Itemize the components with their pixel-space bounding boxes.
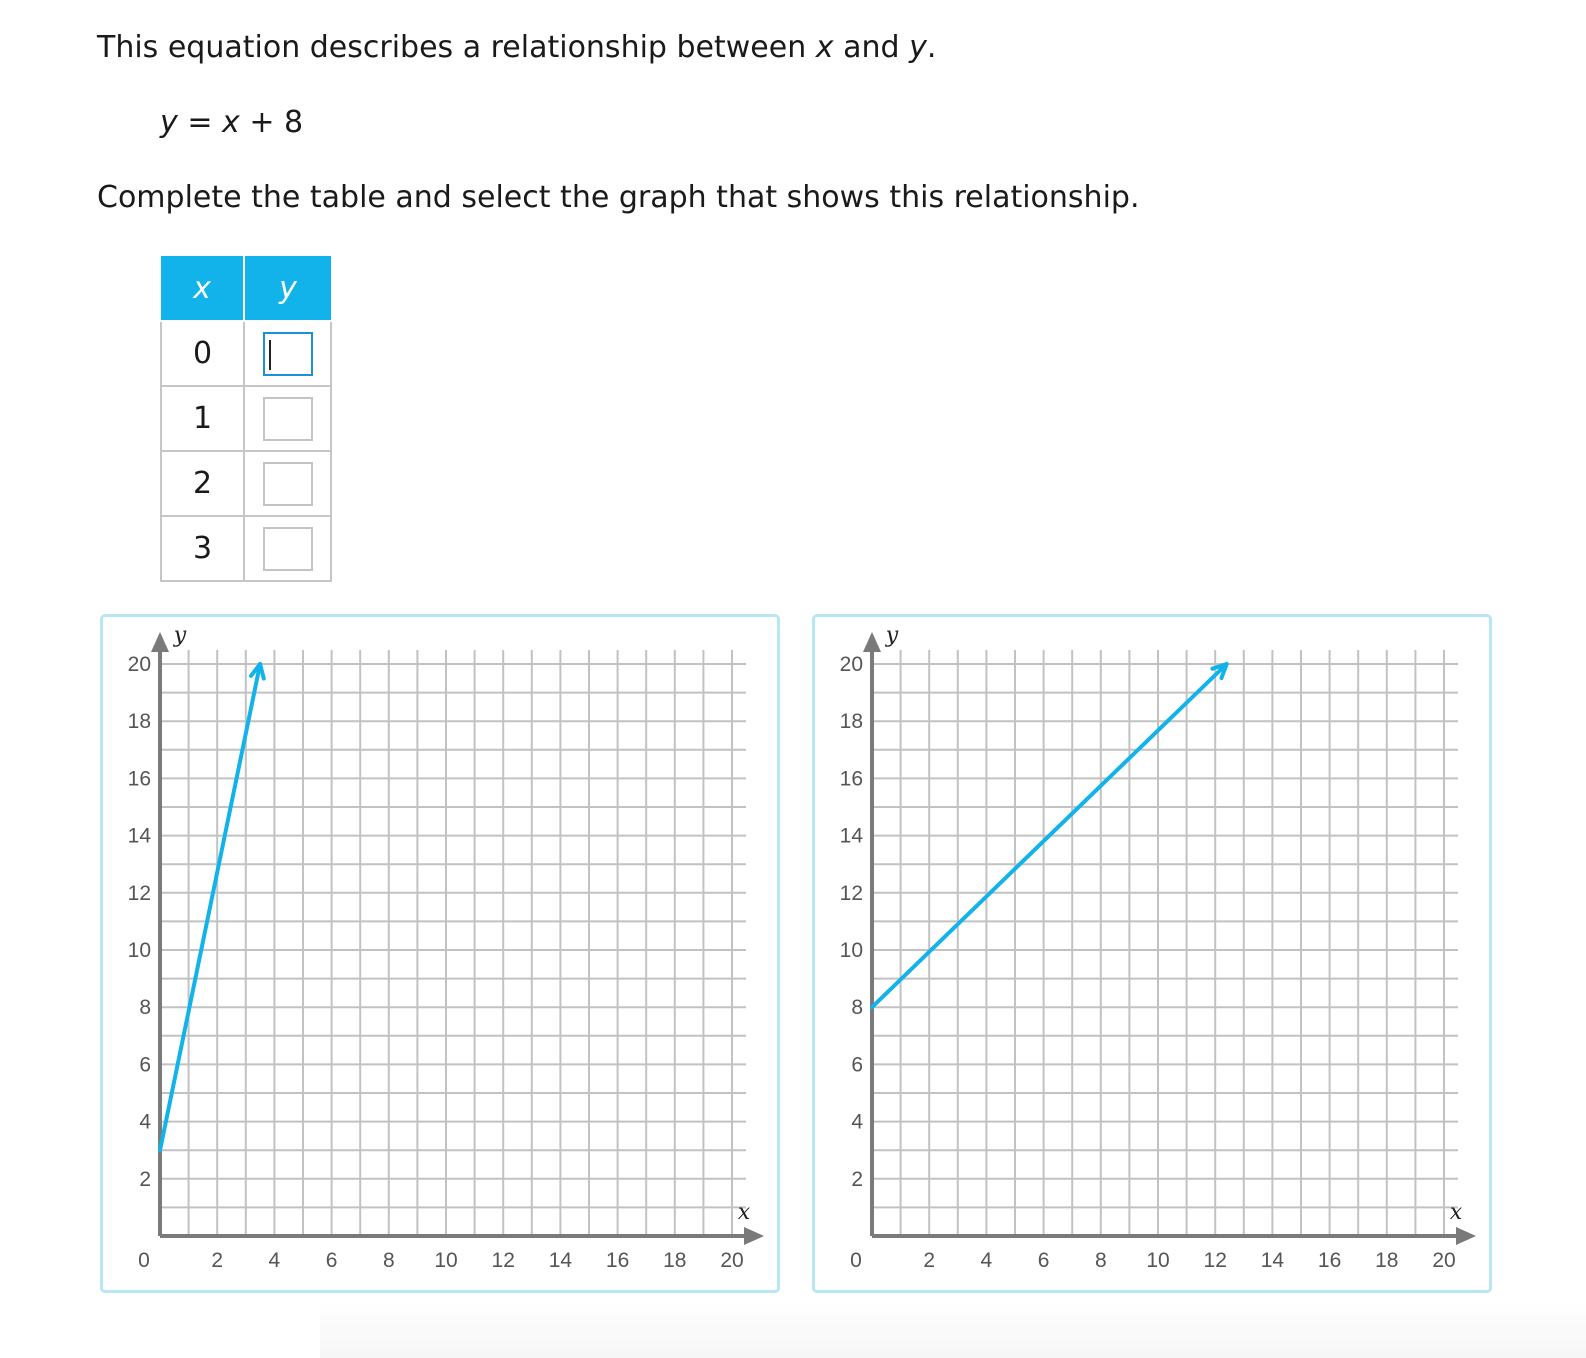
grid-lines	[872, 650, 1458, 1236]
x-tick-label: 16	[605, 1249, 630, 1272]
statement-intro: This equation describes a relationship between	[97, 30, 807, 65]
y-tick-label: 4	[139, 1110, 151, 1134]
equation-lhs: y	[160, 105, 178, 140]
y-tick-label: 12	[839, 881, 863, 905]
y-tick-label: 18	[839, 710, 863, 734]
x-axis-arrow-icon	[1456, 1227, 1476, 1245]
graph-plot-b	[812, 614, 1492, 1293]
graph-plot-a	[100, 614, 780, 1293]
x-tick-label: 6	[325, 1249, 338, 1272]
x-tick-label: 14	[548, 1249, 573, 1272]
table-row	[161, 386, 331, 451]
x-tick-label: 4	[980, 1249, 993, 1272]
equation-plus: +	[249, 105, 275, 140]
page-footer-shade	[320, 1300, 1586, 1358]
table-cell-y	[244, 321, 331, 386]
y-tick-label: 4	[851, 1110, 863, 1134]
y-tick-label: 8	[139, 996, 151, 1020]
y-tick-label: 2	[851, 1167, 863, 1191]
y-tick-label: 14	[839, 824, 863, 848]
x-axis-arrow-icon	[744, 1227, 764, 1245]
y-axis-arrow-icon	[863, 632, 881, 652]
table-cell-x: 3	[161, 516, 244, 581]
y-axis-name: y	[885, 623, 899, 648]
y-tick-label: 12	[127, 881, 151, 905]
table-cell-x: 1	[161, 386, 244, 451]
table-header-row	[161, 256, 331, 321]
variable-y: y	[909, 30, 927, 65]
y-tick-label: 10	[127, 939, 151, 962]
equation-equals: =	[187, 105, 213, 140]
x-tick-label: 8	[382, 1249, 395, 1272]
table-header-y: y	[244, 256, 331, 321]
x-axis-name: x	[1449, 1200, 1463, 1225]
y-tick-label: 2	[139, 1167, 151, 1191]
y-tick-label: 16	[127, 767, 151, 791]
table-row	[161, 321, 331, 386]
y-tick-label: 6	[139, 1053, 151, 1077]
x-tick-label: 2	[923, 1249, 936, 1272]
graph-option-b[interactable]	[812, 614, 1492, 1293]
y-tick-label: 16	[839, 767, 863, 791]
statement-period: .	[926, 30, 937, 65]
table-header-x: x	[161, 256, 244, 321]
x-tick-label: 18	[1375, 1249, 1399, 1272]
x-axis-name: x	[737, 1200, 751, 1225]
table-cell-y	[244, 516, 331, 581]
x-tick-label: 12	[1203, 1249, 1227, 1272]
problem-statement	[97, 30, 936, 65]
table-cell-x: 2	[161, 451, 244, 516]
x-tick-label: 8	[1094, 1249, 1107, 1272]
y-tick-label: 14	[127, 824, 151, 848]
x-tick-label: 14	[1260, 1249, 1285, 1272]
y-tick-label: 8	[851, 996, 863, 1020]
variable-x: x	[815, 30, 834, 65]
y-tick-label: 20	[127, 653, 151, 676]
table-row	[161, 516, 331, 581]
x-tick-label: 20	[1432, 1249, 1456, 1272]
table-row	[161, 451, 331, 516]
y-axis-arrow-icon	[151, 632, 169, 652]
y-tick-label: 20	[839, 653, 863, 676]
y-tick-label: 6	[851, 1053, 863, 1077]
y-tick-label: 10	[839, 939, 863, 962]
graph-option-a[interactable]	[100, 614, 780, 1293]
instruction-text: Complete the table and select the graph that shows this relationship.	[97, 180, 1140, 215]
y-tick-label: 18	[127, 710, 151, 734]
table-cell-y	[244, 386, 331, 451]
x-tick-label: 12	[491, 1249, 515, 1272]
x-tick-label: 10	[1146, 1249, 1170, 1272]
statement-and: and	[843, 30, 900, 65]
table-cell-x: 0	[161, 321, 244, 386]
equation-constant: 8	[284, 105, 304, 140]
x-tick-label: 20	[720, 1249, 744, 1272]
x-tick-label: 18	[663, 1249, 687, 1272]
x-tick-label: 4	[268, 1249, 281, 1272]
x-tick-label: 2	[211, 1249, 224, 1272]
x-tick-label: 16	[1317, 1249, 1342, 1272]
y-answer-input[interactable]	[263, 332, 313, 376]
equation	[160, 105, 303, 140]
y-answer-input[interactable]	[263, 462, 313, 506]
grid-lines	[160, 650, 746, 1236]
table-cell-y	[244, 451, 331, 516]
y-answer-input[interactable]	[263, 397, 313, 441]
equation-variable: x	[222, 105, 240, 140]
x-tick-label: 10	[434, 1249, 458, 1272]
xy-table	[160, 256, 332, 582]
y-answer-input[interactable]	[263, 527, 313, 571]
origin-label: 0	[850, 1249, 862, 1272]
x-tick-label: 6	[1037, 1249, 1050, 1272]
origin-label: 0	[138, 1249, 150, 1272]
y-axis-name: y	[173, 623, 187, 648]
